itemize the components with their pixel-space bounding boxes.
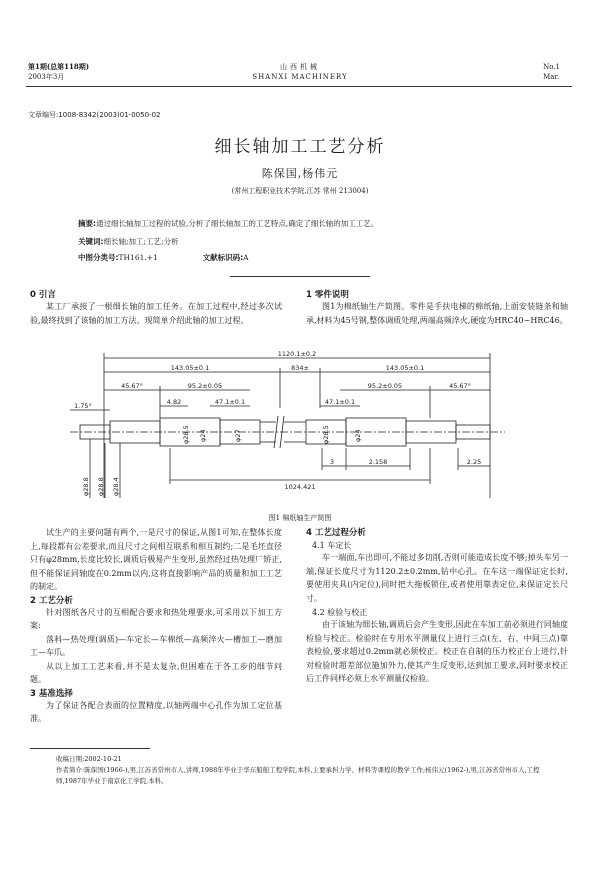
affiliation: (常州工程职业技术学院,江苏 常州 213004) [231, 187, 369, 195]
author-bio: 作者简介:陈保国(1966-),男,江苏省常州市人,讲师,1988年毕业于华东船舶工程学院,本科,主要承担力学、材料等课程的教学工作;杨伟元(1962-),男,江苏省常州市人,工程师,1987年毕业于南京化工学院,本科。 [56, 766, 540, 785]
dim-175: 1.75° [74, 402, 92, 410]
figure-caption: 图1 棉纸轴生产简图 [268, 514, 332, 522]
dim-phi-1: φ28.8 [82, 477, 90, 496]
dim-3: 3 [329, 458, 335, 466]
dim-phi-7: φ28.5 [322, 425, 330, 444]
dim-phi-4: φ28.5 [182, 425, 190, 444]
clc-label: 中图分类号: [78, 253, 119, 262]
header-date: 2003年3月 [28, 73, 65, 81]
article-number: 文章编号:1008-8342(2003)01-0050-02 [28, 111, 161, 119]
dim-phi-5: φ24 [199, 429, 207, 442]
section-4-2-heading: 4.2 检验与校正 [312, 608, 368, 617]
journal-name-en: SHANXI MACHINERY [252, 73, 348, 81]
dim-471-b: 47.1±0.1 [324, 398, 356, 406]
dim-overall: 1120.1±0.2 [277, 350, 317, 358]
problem-text: 试生产的主要问题有两个,一是尺寸的保证,从图1可知,在整体长度上,每段都有公差要求,而且尺寸之间相互联系和相互制约;二是毛坯直径只有φ28mm,长度比较长,调质后极易产生变形,虽然经过热处理厂矫正,但不能保证同轴度在0.2mm以内,这将直接影响产品的质量和加工工艺的制定。 [30, 528, 282, 591]
section-0-text: 某工厂承接了一根细长轴的加工任务。在加工过程中,经过多次试验,最终找到了该轴的加工方法。现简单介绍此轴的加工过程。 [30, 302, 282, 325]
section-0-heading: 0 引言 [30, 290, 56, 300]
dim-mid: 834± [291, 364, 309, 372]
section-1-text: 图1为棉纸轴生产简图。零件是手扶电梯的棉纸轴,上面安装链条和轴承,材料为45号钢,整体调质处理,两端高频淬火,硬度为HRC40~HRC46。 [306, 302, 568, 325]
footer-rule [30, 748, 150, 749]
header-month: Mar. [543, 73, 560, 81]
header-rule [26, 86, 572, 87]
header-number: No.1 [543, 63, 560, 71]
dim-2158: 2.158 [368, 458, 388, 466]
section-4-1-heading: 4.1 车定长 [312, 541, 352, 550]
dim-left-143: 143.05±0.1 [170, 364, 210, 372]
keywords-text: 细长轴;加工;工艺;分析 [103, 237, 179, 246]
keywords-label: 关键词: [78, 237, 104, 246]
paper-title: 细长轴加工工艺分析 [214, 137, 386, 157]
abstract-rule [230, 276, 370, 277]
dim-left-45: 45.67° [121, 382, 143, 390]
section-3-heading: 3 基准选择 [30, 688, 73, 699]
dim-phi-2: φ28.8 [97, 477, 105, 496]
section-4-1-text: 车一端面,车出即可,不能过多切削,否则可能造成长度不够;掉头车另一端,保证长度尺寸为1120.2±0.2mm,钻中心孔。在车这一端保证定长时,要使用夹具(内定位),同时把大拖板锁住,或者使用靠表定位,来保证定长尺寸。 [306, 553, 568, 603]
keywords-line [78, 235, 179, 249]
dim-right-143: 143.05±0.1 [385, 364, 425, 372]
dim-phi-3: φ28.4 [112, 477, 120, 496]
section-3-text: 为了保证各配合表面的位置精度,以轴两端中心孔作为加工定位基准。 [30, 700, 282, 723]
abstract-label: 摘要: [78, 219, 96, 228]
section-2-text-a: 针对图纸各尺寸的互相配合要求和热处理要求,可采用以下加工方案: [30, 607, 282, 630]
section-1-heading: 1 零件说明 [306, 290, 349, 300]
header-issue: 第1期(总第118期) [28, 62, 90, 71]
section-4-2-text: 由于该轴为细长轴,调质后会产生变形,因此在车加工前必须进行同轴度检验与校正。检验时在专用水平测量仪上进行三点(左、右、中间三点)靠表检验,要求超过0.2mm就必须校正。校正在自制的压力校正台上进行,针对检验时超差部位施加外力,使其产生反变形,达到加工要求,同时要求校正后工件同样必须上水平测量仪检验。 [306, 620, 568, 683]
section-4-heading: 4 工艺过程分析 [306, 528, 366, 538]
dim-471-a: 47.1±0.1 [214, 398, 246, 406]
classification-line [78, 251, 249, 265]
dim-right-45: 45.67° [449, 382, 471, 390]
authors: 陈保国,杨伟元 [261, 167, 339, 180]
dim-482: 4.82 [166, 398, 182, 406]
dim-right-95: 95.2±0.05 [367, 382, 403, 390]
abstract-text: 通过细长轴加工过程的试验,分析了细长轴加工的工艺特点,确定了细长轴的加工工艺。 [96, 219, 379, 228]
doc-code-label: 文献标识码: [202, 253, 244, 262]
dim-left-95: 95.2±0.05 [187, 382, 223, 390]
dim-phi-8: φ24 [354, 429, 362, 442]
dim-phi-6: φ27 [234, 429, 242, 442]
received-date: 收稿日期:2002-10-21 [56, 755, 122, 763]
clc-value: TH161.+1 [118, 253, 158, 262]
dim-1024: 1024.421 [284, 483, 316, 491]
section-2-text-c: 从以上加工工艺来看,并不是太复杂,但困难在于各工步的细节问题。 [30, 661, 282, 684]
journal-name-cn: 山西机械 [280, 63, 320, 71]
doc-code-value: A [243, 253, 249, 262]
dim-225: 2.25 [466, 458, 482, 466]
section-2-heading: 2 工艺分析 [30, 595, 73, 606]
section-2-text-b: 落料—热处理(调质)—车定长—车棉纸—高频淬火—槽加工—磨加工—车爪。 [30, 634, 282, 657]
shaft-drawing [60, 348, 550, 508]
abstract-line [78, 217, 378, 231]
